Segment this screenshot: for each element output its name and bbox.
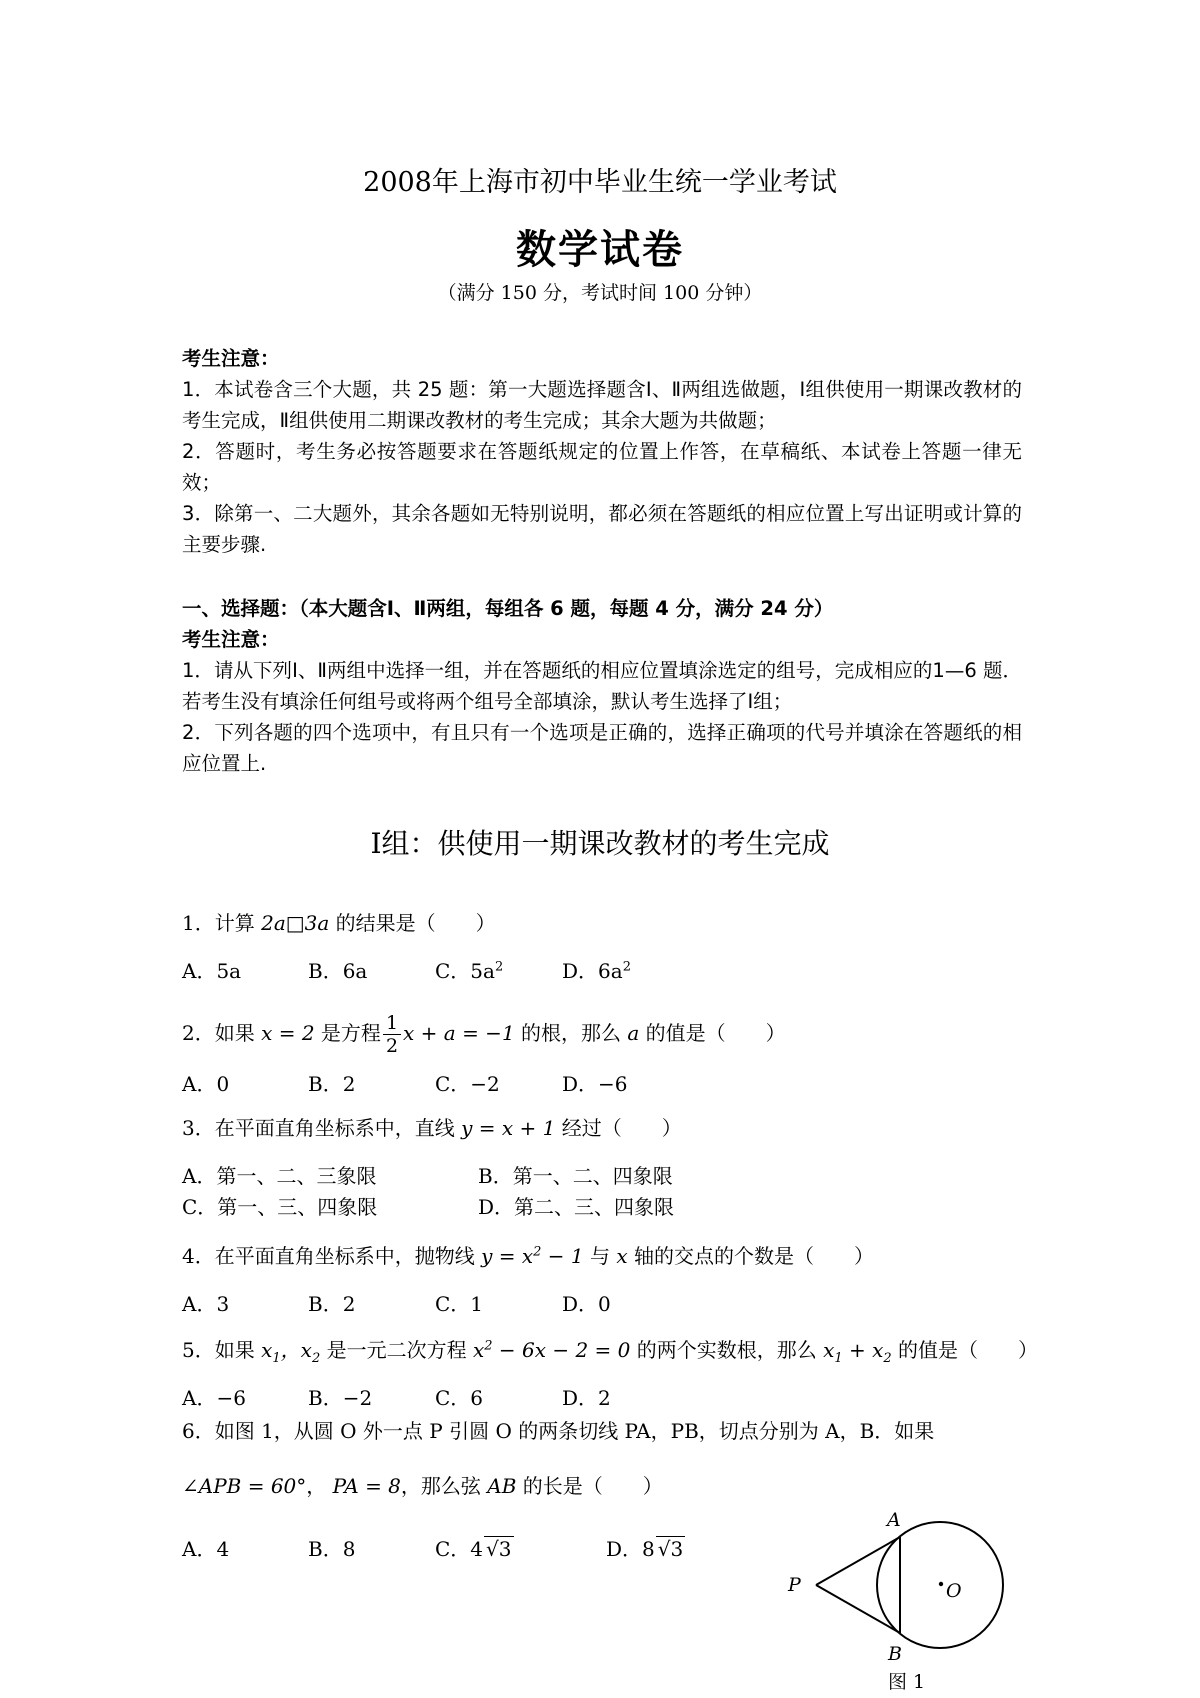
question-3: 3．在平面直角坐标系中，直线 y = x + 1 经过（ ） [182,1116,682,1140]
center-point [939,1582,943,1586]
q1-option-b: B．6a [308,959,368,983]
question-1: 1．计算 2a□3a 的结果是（ ） [182,911,496,935]
sqrt-symbol: √3 [657,1537,684,1561]
label-a: A [887,1509,901,1531]
paper-subtitle: （满分 150 分，考试时间 100 分钟） [437,282,763,304]
section-heading: 一、选择题：（本大题含Ⅰ、Ⅱ两组，每组各 6 题，每题 4 分，满分 24 分） [182,597,834,620]
q6-option-b: B．8 [308,1537,356,1561]
q2-fraction: $\frac{1}{2}$ [383,1012,401,1057]
q6-option-c: C．4 √3 [435,1537,512,1561]
q4-option-a: A．3 [182,1292,230,1316]
q1-option-a: A．5a [182,959,242,983]
notice-heading: 考生注意： [182,347,280,370]
q5-option-b: B．−2 [308,1386,373,1410]
q3-option-b: B．第一、二、四象限 [478,1164,673,1188]
tangent-pa [816,1537,900,1585]
exam-title: 2008年上海市初中毕业生统一学业考试 [363,167,837,198]
q1-option-d: D．$6a^2$ [562,959,631,983]
label-o: O [946,1580,962,1602]
q4-option-c: C．1 [435,1292,484,1316]
q5-option-a: A．−6 [182,1386,246,1410]
question-2: 2．如果 x = 2 是方程 $\frac{1}{2}$ x + a = −1 的根，那么 a 的值是（ ） [182,1012,786,1057]
q4-option-b: B．2 [308,1292,356,1316]
section-notice-heading: 考生注意： [182,628,280,651]
figure-1-diagram [770,1500,1020,1695]
paper-title: 数学试卷 [516,226,684,273]
question-5: 5．如果 $x_1$，$x_2$ 是一元二次方程 $x^2 - 6x - 2 = 0$ 的两个实数根，那么 $x_1 + x_2$ 的值是（ ） [182,1338,1039,1366]
sqrt-symbol: √3 [486,1537,512,1561]
question-4: 4．在平面直角坐标系中，抛物线 $y = x^2 - 1$ 与 x 轴的交点的个数是（ ） [182,1244,874,1268]
label-b: B [888,1643,902,1665]
notice-item: 1．本试卷含三个大题，共 25 题：第一大题选择题含Ⅰ、Ⅱ两组选做题，Ⅰ组供使用一期课改教材的考生完成，Ⅱ组供使用二期课改教材的考生完成；其余大题为共做题； [182,378,1022,432]
figure-caption: 图 1 [888,1671,926,1693]
tangent-pb [816,1585,900,1633]
question-6-line2: ∠APB = 60°， PA = 8，那么弦 AB 的长是（ ） [182,1474,663,1498]
notice-block [182,343,1022,560]
question-6: 6．如图 1，从圆 O 外一点 P 引圆 O 的两条切线 PA，PB，切点分别为 A，B．如果 [182,1419,935,1443]
q1-option-c: C．$5a^2$ [435,959,504,983]
q2-option-b: B．2 [308,1072,356,1096]
notice-item: 3．除第一、二大题外，其余各题如无特别说明，都必须在答题纸的相应位置上写出证明或计算的主要步骤. [182,502,1022,556]
q3-option-c: C．第一、三、四象限 [182,1195,378,1219]
q2-option-d: D．−6 [562,1072,628,1096]
q6-option-a: A．4 [182,1537,230,1561]
q6-option-d: D．8 √3 [606,1537,684,1561]
section-notice-item: 1．请从下列Ⅰ、Ⅱ两组中选择一组，并在答题纸的相应位置填涂选定的组号，完成相应的1—6 题．若考生没有填涂任何组号或将两个组号全部填涂，默认考生选择了Ⅰ组； [182,659,1022,713]
notice-item: 2．答题时，考生务必按答题要求在答题纸规定的位置上作答，在草稿纸、本试卷上答题一律无效； [182,440,1022,494]
q5-option-c: C．6 [435,1386,484,1410]
group-title: Ⅰ组：供使用一期课改教材的考生完成 [370,827,830,860]
q5-option-d: D．2 [562,1386,611,1410]
section-notice-item: 2．下列各题的四个选项中，有且只有一个选项是正确的，选择正确项的代号并填涂在答题纸的相应位置上. [182,721,1022,775]
q3-option-a: A．第一、二、三象限 [182,1164,377,1188]
q2-option-a: A．0 [182,1072,230,1096]
section1-block [182,593,1022,779]
q3-option-d: D．第二、三、四象限 [478,1195,675,1219]
q2-option-c: C．−2 [435,1072,500,1096]
q1-expression: 2a□3a [261,911,330,935]
q4-option-d: D．0 [562,1292,611,1316]
label-p: P [788,1574,801,1596]
